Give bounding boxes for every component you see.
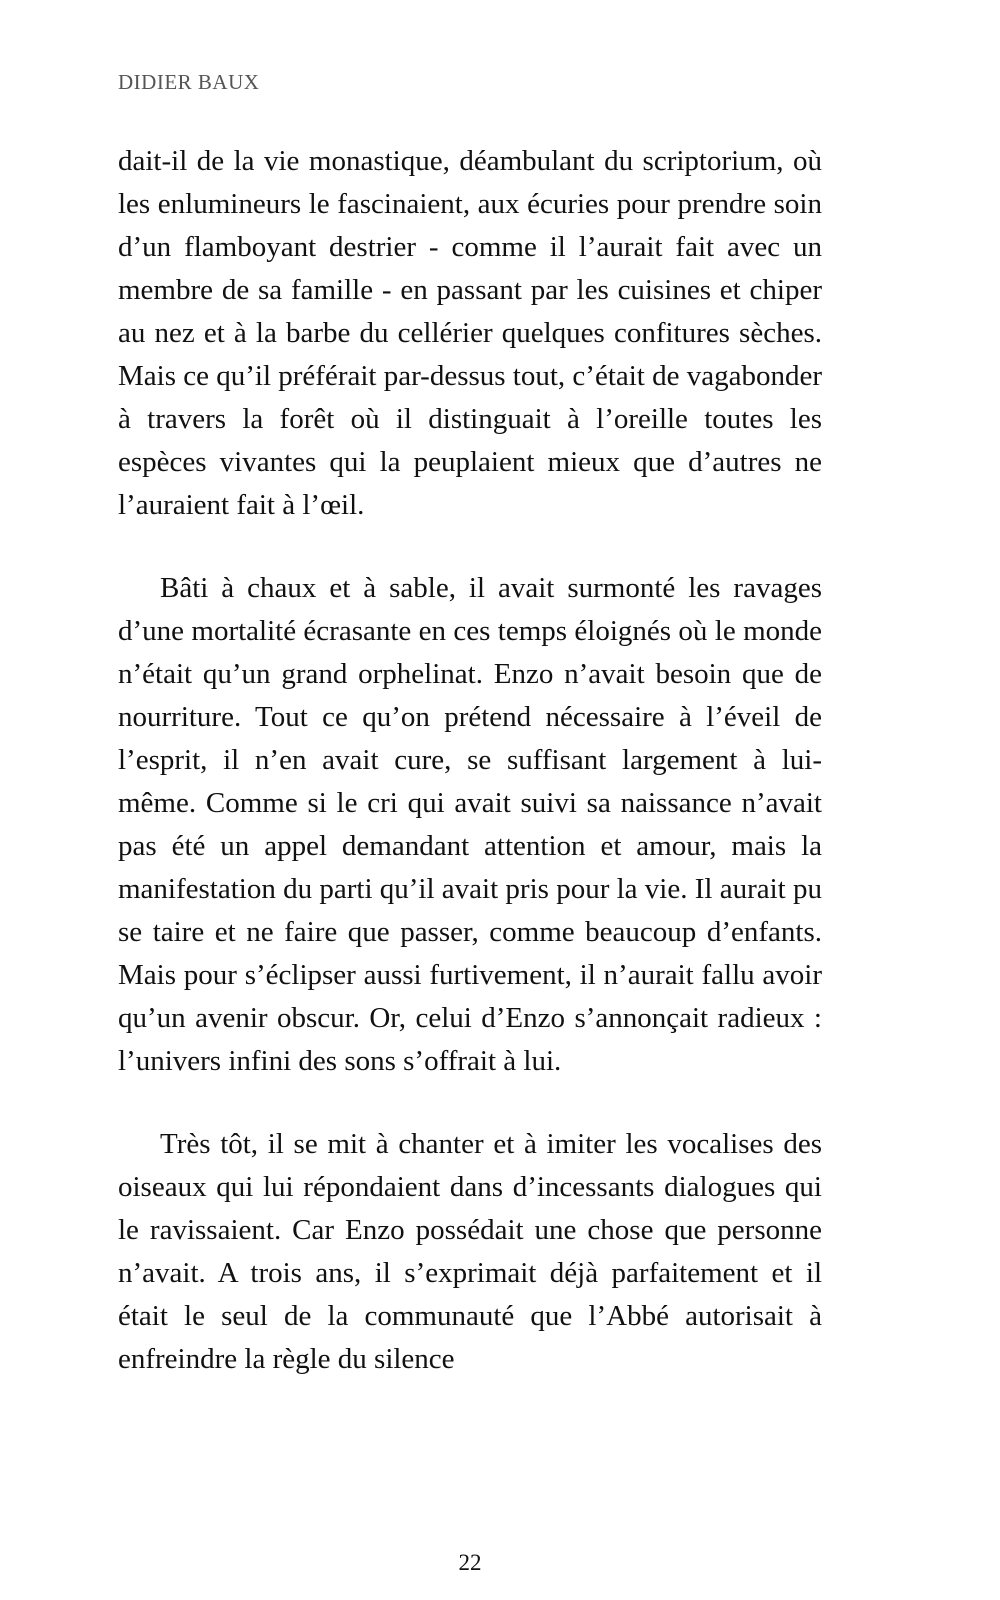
paragraph: Bâti à chaux et à sable, il avait surmonté les ravages d’une mortalité écrasante en ces temps éloignés où le monde n’était qu’un grand orphelinat. Enzo n’avait besoin que de nourriture. Tout ce qu’on prétend nécessaire à l’éveil de l’esprit, il n’en avait cure, se suffisant largement à lui-même. Comme si le cri qui avait suivi sa naissance n’avait pas été un appel demandant attention et amour, mais la manifestation du parti qu’il avait pris pour la vie. Il aurait pu se taire et ne faire que passer, comme beaucoup d’enfants. Mais pour s’éclipser aussi furtivement, il n’aurait fallu avoir qu’un avenir obscur. Or, celui d’Enzo s’annonçait radieux : l’univers infini des sons s’offrait à lui. bbox=[118, 572, 822, 1077]
body-text bbox=[118, 140, 822, 1381]
running-header-author: DIDIER BAUX bbox=[118, 70, 260, 94]
paragraph: Très tôt, il se mit à chanter et à imiter les vocalises des oiseaux qui lui répondaient dans d’incessants dialogues qui le ravissaient. Car Enzo possédait une chose que personne n’avait. A trois ans, il s’exprimait déjà parfaitement et il était le seul de la communauté que l’Abbé autorisait à enfreindre la règle du silence bbox=[118, 1128, 822, 1375]
paragraph-continued: dait-il de la vie monastique, déambulant du scriptorium, où les enlumineurs le fascinaient, aux écuries pour prendre soin d’un flamboyant destrier - comme il l’aurait fait avec un membre de sa famille - en passant par les cuisines et chiper au nez et à la barbe du cellérier quelques confitures sèches. Mais ce qu’il préférait par-dessus tout, c’était de vagabonder à travers la forêt où il distinguait à l’oreille toutes les espèces vivantes qui la peuplaient mieux que d’autres ne l’auraient fait à l’œil. bbox=[118, 145, 823, 521]
page-number: 22 bbox=[458, 1550, 482, 1575]
